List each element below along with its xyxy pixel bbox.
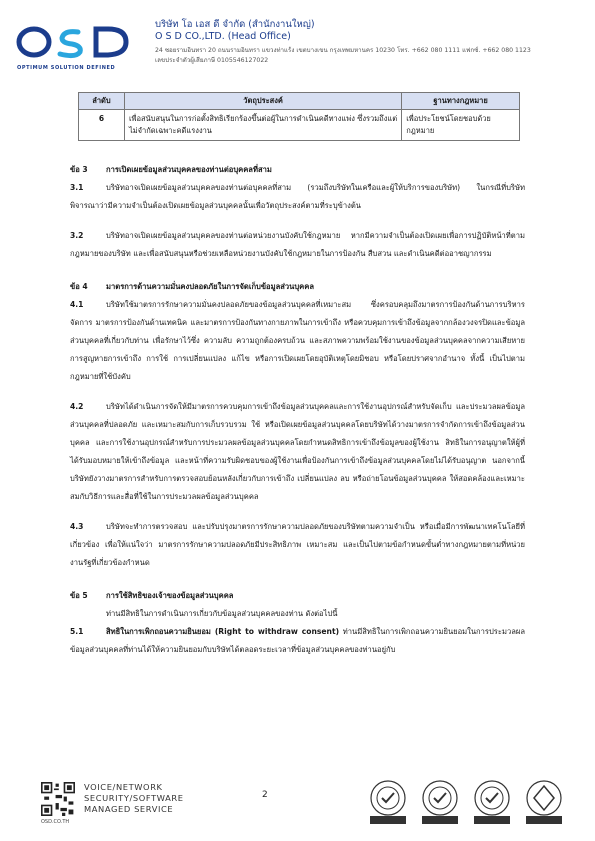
- paragraph-text: บริษัทอาจเปิดเผยข้อมูลส่วนบุคคลของท่านต่อบุคคลที่สาม (รวมถึงบริษัทในเครือและผู้ให้บริการของบริษัท) ในกรณีที่บริษัทพิจารณาว่ามีความจำเป็นต้องเปิดเผยข้อมูลส่วนบุคคลนั้นเพื่อวัตถุประสงค์ตามที่ระบุข้างต้น: [70, 183, 525, 210]
- paragraph-number: 4.2: [70, 402, 84, 411]
- bsi-iso27001-badge-icon: [420, 778, 460, 826]
- bsi-iso14001-badge-icon: [368, 778, 408, 826]
- col-header-basis: ฐานทางกฎหมาย: [402, 93, 520, 110]
- footer: [0, 770, 595, 841]
- logo-tagline: OPTIMUM SOLUTION DEFINED: [17, 65, 116, 71]
- paragraph-5-1: [70, 623, 525, 659]
- company-info: [155, 19, 531, 65]
- section-title: การเปิดเผยข้อมูลส่วนบุคคลของท่านต่อบุคคลที่สาม: [106, 165, 272, 174]
- paragraph-number: 3.2: [70, 231, 84, 240]
- section-4-heading: [70, 278, 525, 296]
- row-basis: เพื่อประโยชน์โดยชอบด้วยกฎหมาย: [402, 110, 520, 141]
- paragraph-number: 4.1: [70, 300, 84, 309]
- row-purpose: เพื่อสนับสนุนในการก่อตั้งสิทธิเรียกร้องขึ้นต่อผู้ในการดำเนินคดีทางแพ่ง ซึ่งรวมถึงแต่ไม่จำกัดเฉพาะคดีแรงงาน: [124, 110, 401, 141]
- service-item: VOICE/NETWORK: [84, 782, 163, 792]
- services-list: [84, 782, 184, 815]
- paragraph-number: 3.1: [70, 183, 84, 192]
- section-3-heading: [70, 161, 525, 179]
- section-5-heading: [70, 587, 525, 605]
- table-row: [79, 110, 520, 141]
- col-header-purpose: วัตถุประสงค์: [124, 93, 401, 110]
- paragraph-4-2: [70, 398, 525, 506]
- page-number: 2: [262, 790, 268, 800]
- company-name-en: O S D CO.,LTD. (Head Office): [155, 31, 291, 42]
- paragraph-title: สิทธิในการเพิกถอนความยินยอม (Right to withdraw consent): [106, 627, 340, 636]
- paragraph-text: บริษัทอาจเปิดเผยข้อมูลส่วนบุคคลของท่านต่อหน่วยงานบังคับใช้กฎหมาย หากมีความจำเป็นต้องเปิดเผยเพื่อการปฏิบัติหน้าที่ตามกฎหมายของบริษัท และเพื่อสนับสนุนหรือช่วยเหลือหน่วยงานบังคับใช้กฎหมายในการป้องกัน สืบสวน และดำเนินคดีต่ออาชญากรรม: [70, 231, 525, 258]
- document-body: [70, 158, 525, 659]
- service-item: MANAGED SERVICE: [84, 804, 174, 814]
- section-5-intro: ท่านมีสิทธิในการดำเนินการเกี่ยวกับข้อมูลส่วนบุคคลของท่าน ดังต่อไปนี้: [106, 609, 338, 618]
- paragraph-text: บริษัทใช้มาตรการรักษาความมั่นคงปลอดภัยของข้อมูลส่วนบุคคลที่เหมาะสม ซึ่งครอบคลุมถึงมาตรการป้องกันด้านการบริหารจัดการ มาตรการป้องกันด้านเทคนิค และมาตรการป้องกันทางกายภาพในการเข้าถึง หรือควบคุมการเข้าถึงข้อมูลจากกล้องวงจรปิดและข้อมูลส่วนบุคคลที่เกี่ยวกับท่าน เพื่อรักษาไว้ซึ่ง ความลับ ความถูกต้องครบถ้วน และสภาพความพร้อมใช้งานของข้อมูลส่วนบุคคลจากความเสียหาย การสูญหายการเข้าถึง การใช้ การเปลี่ยนแปลง แก้ไข หรือการเปิดเผยโดยอุบัติเหตุโดยมิชอบ หรือโดยปราศจากอำนาจ ทั้งนี้ เป็นไปตามกฎหมายที่ใช้บังคับ: [70, 300, 525, 381]
- section-number: ข้อ 4: [70, 282, 88, 291]
- paragraph-3-1: [70, 179, 525, 215]
- section-number: ข้อ 3: [70, 165, 88, 174]
- paragraph-text: บริษัทได้ดำเนินการจัดให้มีมาตรการควบคุมการเข้าถึงข้อมูลส่วนบุคคลและการใช้งานอุปกรณ์สำหรับจัดเก็บ และประมวลผลข้อมูลส่วนบุคคลที่ปลอดภัย และเหมาะสมกับการเก็บรวบรวม ใช้ หรือเปิดเผยข้อมูลส่วนบุคคลโดยบริษัทได้วางมาตรการจำกัดการเข้าถึงข้อมูลส่วนบุคคล และการใช้งานอุปกรณ์สำหรับการประมวลผลข้อมูลส่วนบุคคลโดยกำหนดสิทธิการเข้าถึงข้อมูลของผู้ใช้งาน สิทธิในการอนุญาตให้ผู้ที่ได้รับมอบหมายให้เข้าถึงข้อมูล และหน้าที่ความรับผิดชอบของผู้ใช้งานเพื่อป้องกันการเข้าถึงข้อมูลส่วนบุคคลโดยไม่ได้รับอนุญาต นอกจากนี้บริษัทยังวางมาตรการสำหรับการตรวจสอบย้อนหลังเกี่ยวกับการเข้าถึง เปลี่ยนแปลง ลบ หรือถ่ายโอนข้อมูลส่วนบุคคล ให้สอดคล้องและเหมาะสมกับวิธีการและสื่อที่ใช้ในการประมวลผลข้อมูลส่วนบุคคล: [70, 402, 525, 501]
- company-tax-id: เลขประจำตัวผู้เสียภาษี 0105546127022: [155, 57, 269, 64]
- paragraph-4-3: [70, 518, 525, 572]
- company-name-th: บริษัท โอ เอส ดี จำกัด (สำนักงานใหญ่): [155, 19, 315, 30]
- paragraph-4-1: [70, 296, 525, 386]
- section-number: ข้อ 5: [70, 591, 88, 600]
- osd-logo: [16, 20, 134, 70]
- bsi-kitemark-badge-icon: [524, 778, 564, 826]
- paragraph-3-2: [70, 227, 525, 263]
- section-title: มาตรการด้านความมั่นคงปลอดภัยในการจัดเก็บข้อมูลส่วนบุคคล: [106, 282, 314, 291]
- qr-code-icon: [41, 782, 75, 816]
- bsi-iso27701-badge-icon: [472, 778, 512, 826]
- table-header-row: [79, 93, 520, 110]
- paragraph-number: 5.1: [70, 627, 84, 636]
- website-link[interactable]: OSD.CO.TH: [41, 819, 70, 825]
- col-header-no: ลำดับ: [79, 93, 125, 110]
- paragraph-text: บริษัทจะทำการตรวจสอบ และปรับปรุงมาตรการรักษาความปลอดภัยของบริษัทตามความจำเป็น หรือเมื่อมีการพัฒนาเทคโนโลยีที่เกี่ยวข้อง เพื่อให้แน่ใจว่า มาตรการรักษาความปลอดภัยมีประสิทธิภาพ เหมาะสม และเป็นไปตามข้อกำหนดขั้นต่ำทางกฎหมายตามที่หน่วยงานรัฐที่เกี่ยวข้องกำหนด: [70, 522, 525, 567]
- paragraph-text: ท่านมีสิทธิในการเพิกถอนความยินยอมในการประมวลผลข้อมูลส่วนบุคคลที่ท่านได้ให้ความยินยอมกับบริษัทได้ตลอดระยะเวลาที่ข้อมูลส่วนบุคคลของท่านอยู่กับ: [70, 627, 525, 654]
- service-item: SECURITY/SOFTWARE: [84, 793, 184, 803]
- company-address: 24 ซอยรามอินทรา 20 ถนนรามอินทรา แขวงท่าแร้ง เขตบางเขน กรุงเทพมหานคร 10230 โทร. +662 080 1111 แฟกซ์. +662 080 1123: [155, 47, 531, 54]
- section-title: การใช้สิทธิของเจ้าของข้อมูลส่วนบุคคล: [106, 591, 234, 600]
- purpose-table: [78, 92, 520, 141]
- letterhead: [0, 0, 595, 78]
- paragraph-number: 4.3: [70, 522, 84, 531]
- row-no: 6: [79, 110, 125, 141]
